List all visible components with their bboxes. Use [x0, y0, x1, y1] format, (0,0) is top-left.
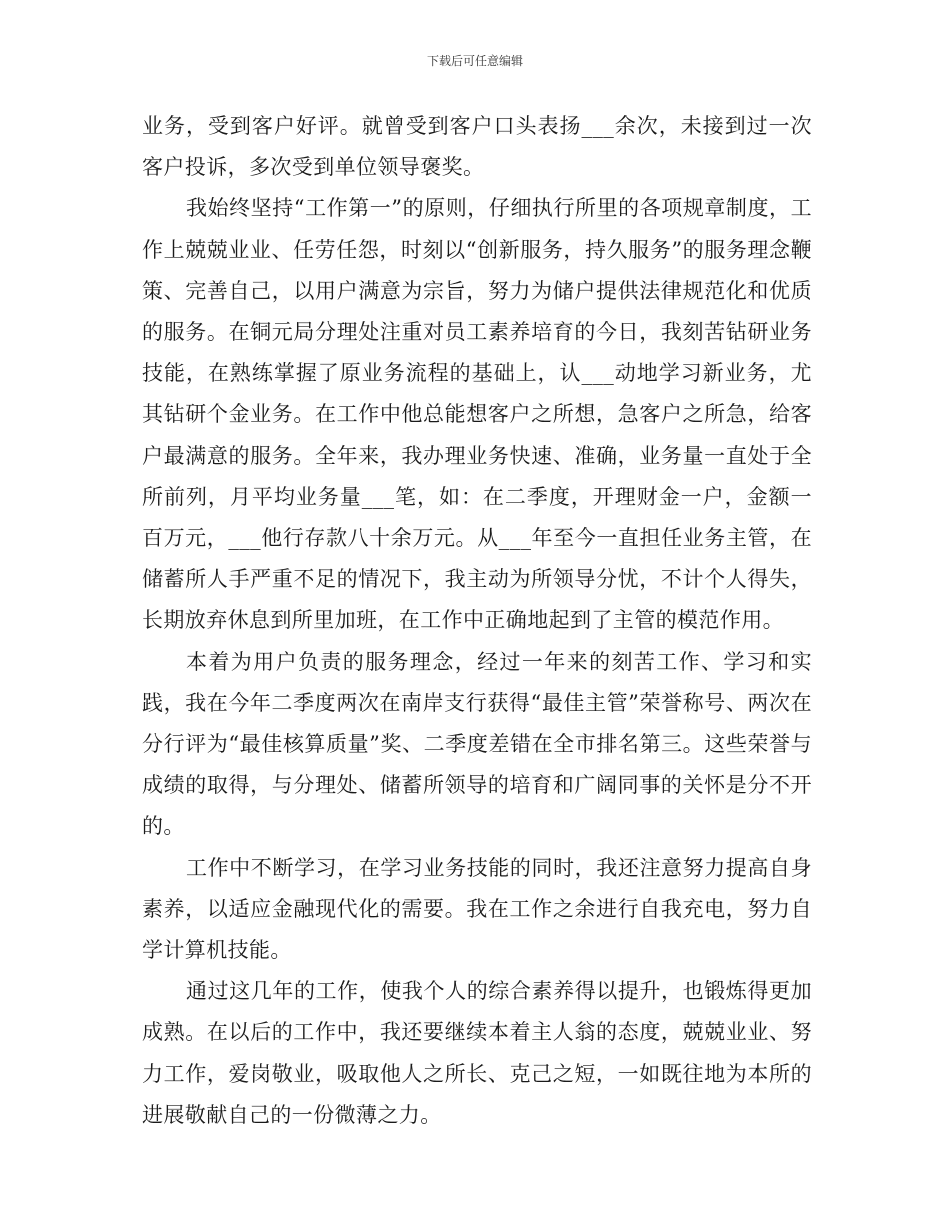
paragraph-3: 本着为用户负责的服务理念，经过一年来的刻苦工作、学习和实践，我在今年二季度两次在南岸支行获得“最佳主管”荣誉称号、两次在分行评为“最佳核算质量”奖、二季度差错在全市排名第三。这些荣誉与成绩的取得，与分理处、储蓄所领导的培育和广阔同事的关怀是分不开的。	[142, 649, 812, 839]
paragraph-4: 工作中不断学习，在学习业务技能的同时，我还注意努力提高自身素养，以适应金融现代化的需要。我在工作之余进行自我充电，努力自学计算机技能。	[142, 855, 812, 963]
document-body	[142, 106, 812, 1136]
paragraph-1: 业务，受到客户好评。就曾受到客户口头表扬___余次，未接到过一次客户投诉，多次受到单位领导褒奖。	[142, 114, 812, 180]
paragraph-2: 我始终坚持“工作第一”的原则，仔细执行所里的各项规章制度，工作上兢兢业业、任劳任怨，时刻以“创新服务，持久服务”的服务理念鞭策、完善自己，以用户满意为宗旨，努力为储户提供法律规范化和优质的服务。在铜元局分理处注重对员工素养培育的今日，我刻苦钻研业务技能，在熟练掌握了原业务流程的基础上，认___动地学习新业务，尤其钻研个金业务。在工作中他总能想客户之所想，急客户之所急，给客户最满意的服务。全年来，我办理业务快速、准确，业务量一直处于全所前列，月平均业务量___笔，如：在二季度，开理财金一户，金额一百万元，___他行存款八十余万元。从___年至今一直担任业务主管，在储蓄所人手严重不足的情况下，我主动为所领导分忧，不计个人得失，长期放弃休息到所里加班，在工作中正确地起到了主管的模范作用。	[142, 196, 812, 633]
page-header: 下载后可任意编辑	[426, 54, 523, 68]
paragraph-5: 通过这几年的工作，使我个人的综合素养得以提升，也锻炼得更加成熟。在以后的工作中，我还要继续本着主人翁的态度，兢兢业业、努力工作，爱岗敬业，吸取他人之所长、克己之短，一如既往地为本所的进展敬献自己的一份微薄之力。	[142, 979, 812, 1127]
